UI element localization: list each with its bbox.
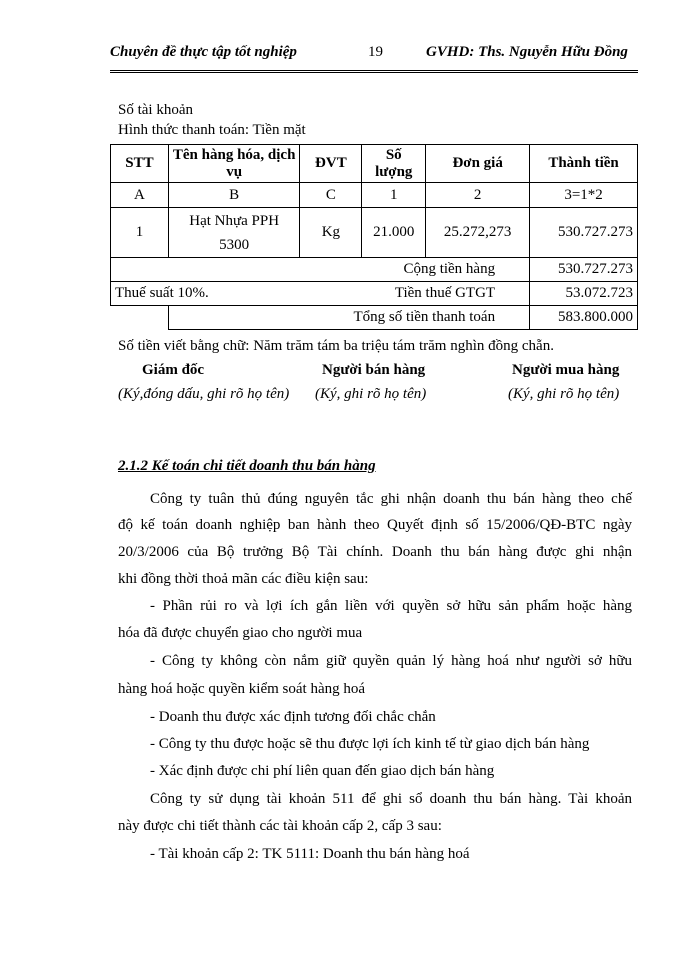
paragraph-line: - Doanh thu được xác định tương đối chắc chắn: [150, 709, 436, 725]
payment-method: Hình thức thanh toán: Tiền mặt: [118, 122, 306, 138]
account-label: Số tài khoản: [118, 102, 193, 118]
paragraph-line: độ kế toán doanh nghiệp ban hành theo Quyết định số 15/2006/QĐ-BTC ngày: [118, 517, 632, 533]
signature-role: Người bán hàng: [322, 362, 426, 378]
col-header: Thành tiền: [530, 145, 638, 183]
paragraph-line: hàng hoá hoặc quyền kiểm soát hàng hoá: [118, 681, 366, 697]
col-header: Số lượng: [362, 145, 426, 183]
paragraph-line: Công ty sử dụng tài khoản 511 để ghi sổ doanh thu bán hàng. Tài khoản: [150, 791, 632, 807]
signature-role: Người mua hàng: [512, 362, 620, 378]
table-cell: 1: [111, 208, 169, 258]
tax-value: 53.072.723: [530, 282, 638, 306]
tax-label: Tiền thuế GTGT: [394, 285, 496, 301]
tax-row: [111, 282, 638, 306]
item-name-line1: Hạt Nhựa PPH: [189, 212, 280, 229]
table-cell: B: [168, 183, 300, 208]
table-header-row: [111, 145, 638, 183]
table-cell: 3=1*2: [530, 183, 638, 208]
paragraph-line: - Công ty không còn nắm giữ quyền quản lý hàng hoá như người sở hữu: [150, 653, 632, 669]
table-code-row: [111, 183, 638, 208]
col-header: STT: [111, 145, 169, 183]
subtotal-label: Cộng tiền hàng: [111, 258, 530, 282]
signature-note: (Ký, ghi rõ họ tên): [508, 386, 620, 402]
section-heading: 2.1.2 Kế toán chi tiết doanh thu bán hàng: [118, 458, 376, 474]
table-cell: Kg: [300, 208, 362, 258]
invoice-table: [110, 144, 638, 330]
page-number: 19: [368, 44, 383, 60]
paragraph-line: - Phần rủi ro và lợi ích gắn liền với quyền sở hữu sản phẩm hoặc hàng: [150, 598, 632, 614]
header-left: Chuyên đề thực tập tốt nghiệp: [110, 44, 297, 60]
table-cell: 2: [426, 183, 530, 208]
header-rule: [110, 70, 638, 73]
amount-in-words: Số tiền viết bằng chữ: Năm trăm tám ba triệu tám trăm nghìn đồng chẵn.: [118, 338, 554, 354]
paragraph-line: - Công ty thu được hoặc sẽ thu được lợi ích kinh tế từ giao dịch bán hàng: [150, 736, 590, 752]
paragraph-line: Công ty tuân thủ đúng nguyên tắc ghi nhận doanh thu bán hàng theo chế: [150, 491, 632, 507]
table-cell: [168, 208, 300, 258]
col-header: ĐVT: [300, 145, 362, 183]
table-row: [111, 208, 638, 258]
subtotal-row: [111, 258, 638, 282]
signature-note: (Ký, ghi rõ họ tên): [315, 386, 427, 402]
paragraph-line: hóa đã được chuyển giao cho người mua: [118, 625, 363, 641]
table-cell: C: [300, 183, 362, 208]
table-cell: 21.000: [362, 208, 426, 258]
table-cell: 25.272,273: [426, 208, 530, 258]
col-header: Đơn giá: [426, 145, 530, 183]
paragraph-line: khi đồng thời thoả mãn các điều kiện sau:: [118, 571, 369, 587]
col-header: Tên hàng hóa, dịch vụ: [168, 145, 300, 183]
item-name-line2: 5300: [219, 236, 250, 253]
signature-role: Giám đốc: [142, 362, 205, 378]
tax-rate-label: Thuế suất 10%.: [115, 285, 209, 301]
total-row: [111, 306, 638, 330]
subtotal-value: 530.727.273: [530, 258, 638, 282]
paragraph-line: - Xác định được chi phí liên quan đến giao dịch bán hàng: [150, 763, 495, 779]
total-value: 583.800.000: [530, 306, 638, 330]
table-cell: 530.727.273: [530, 208, 638, 258]
total-label: Tổng số tiền thanh toán: [168, 306, 529, 330]
paragraph-line: - Tài khoản cấp 2: TK 5111: Doanh thu bán hàng hoá: [150, 846, 470, 862]
paragraph-line: 20/3/2006 của Bộ trưởng Bộ Tài chính. Doanh thu bán hàng được ghi nhận: [118, 544, 632, 560]
signature-note: (Ký,đóng dấu, ghi rõ họ tên): [118, 386, 290, 402]
paragraph-line: này được chi tiết thành các tài khoản cấp 2, cấp 3 sau:: [118, 818, 442, 834]
table-cell: 1: [362, 183, 426, 208]
header-right: GVHD: Ths. Nguyễn Hữu Đồng: [426, 44, 628, 60]
table-cell: A: [111, 183, 169, 208]
